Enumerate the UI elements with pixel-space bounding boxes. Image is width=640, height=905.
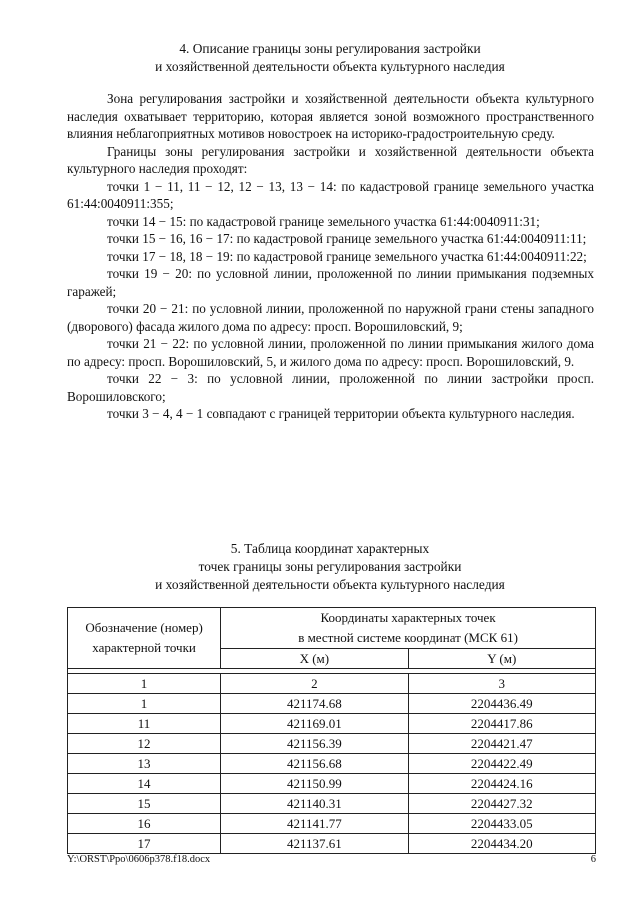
table-cell: 11: [68, 714, 221, 734]
table-cell: 421156.68: [221, 754, 408, 774]
paragraph: Зона регулирования застройки и хозяйственной деятельности объекта культурного наследия охватывает территорию, которая является зоной возможного пространственного влияния неблагоприятных мотивов новостроек на историко-градостроительную среду.: [67, 91, 594, 141]
table-row: [68, 714, 596, 734]
table-index-row: [68, 674, 596, 694]
table-cell: 421140.31: [221, 794, 408, 814]
table-row: [68, 694, 596, 714]
table-cell: 2204434.20: [408, 834, 595, 854]
paragraph: точки 19 − 20: по условной линии, проложенной по линии примыкания подземных гаражей;: [67, 266, 594, 299]
section4-heading: [60, 40, 600, 76]
table-cell: 1: [68, 694, 221, 714]
point-number-header-line1: Обозначение (номер): [85, 620, 203, 635]
paragraph: точки 14 − 15: по кадастровой границе земельного участка 61:44:0040911:31;: [107, 213, 540, 229]
section4-body: [67, 90, 594, 423]
coordinates-header-line1: Координаты характерных точек: [320, 610, 496, 625]
page-footer: [67, 854, 596, 865]
paragraph: точки 21 − 22: по условной линии, проложенной по линии примыкания жилого дома по адресу: просп. Ворошиловский, 5, и жилого дома по адресу: просп. Ворошиловский, 9.: [67, 336, 594, 369]
section4-title-line1: 4. Описание границы зоны регулирования застройки: [179, 41, 481, 56]
table-cell: 421174.68: [221, 694, 408, 714]
table-cell: 2204436.49: [408, 694, 595, 714]
section5-title-line3: и хозяйственной деятельности объекта культурного наследия: [155, 577, 505, 592]
table-row: [68, 754, 596, 774]
section5-title-line2: точек границы зоны регулирования застройки: [198, 559, 462, 574]
table-cell: 17: [68, 834, 221, 854]
table-cell: 421150.99: [221, 774, 408, 794]
page-number: 6: [590, 854, 596, 865]
table-row: [68, 794, 596, 814]
table-row: [68, 734, 596, 754]
table-cell: 2204421.47: [408, 734, 595, 754]
coordinates-header-line2: в местной системе координат (МСК 61): [298, 630, 518, 645]
section5-title-line1: 5. Таблица координат характерных: [230, 541, 430, 556]
x-header: X (м): [221, 649, 408, 669]
paragraph: точки 22 − 3: по условной линии, проложенной по линии застройки просп. Ворошиловского;: [67, 371, 594, 404]
table-row: [68, 774, 596, 794]
table-cell: 421156.39: [221, 734, 408, 754]
table-cell: 2204422.49: [408, 754, 595, 774]
table-cell: 2204417.86: [408, 714, 595, 734]
section5-heading: [60, 540, 600, 594]
table-cell: 2204424.16: [408, 774, 595, 794]
table-cell: 1: [68, 674, 221, 694]
coordinates-header: [221, 608, 596, 649]
point-number-header: [68, 608, 221, 669]
point-number-header-line2: характерной точки: [92, 640, 196, 655]
paragraph: точки 3 − 4, 4 − 1 совпадают с границей территории объекта культурного наследия.: [107, 406, 575, 421]
table-cell: 2204433.05: [408, 814, 595, 834]
table-cell: 14: [68, 774, 221, 794]
paragraph: точки 20 − 21: по условной линии, проложенной по наружной грани стены западного (дворового) фасада жилого дома по адресу: просп. Ворошиловский, 9;: [67, 301, 594, 334]
table-row: [68, 834, 596, 854]
table-cell: 3: [408, 674, 595, 694]
table-row: [68, 814, 596, 834]
table-cell: 15: [68, 794, 221, 814]
table-cell: 421169.01: [221, 714, 408, 734]
table-cell: 12: [68, 734, 221, 754]
table-cell: 2: [221, 674, 408, 694]
file-path: Y:\ORST\Ppo\0606p378.f18.docx: [67, 854, 211, 865]
coordinates-table: [67, 607, 596, 854]
table-cell: 2204427.32: [408, 794, 595, 814]
paragraph: точки 1 − 11, 11 − 12, 12 − 13, 13 − 14: по кадастровой границе земельного участка 61:44:0040911:355;: [67, 178, 594, 211]
paragraph: точки 15 − 16, 16 − 17: по кадастровой границе земельного участка 61:44:0040911:11;: [107, 231, 587, 246]
paragraph: Границы зоны регулирования застройки и хозяйственной деятельности объекта культурного наследия проходят:: [67, 143, 594, 176]
table-cell: 16: [68, 814, 221, 834]
table-cell: 13: [68, 754, 221, 774]
table-cell: 421141.77: [221, 814, 408, 834]
table-cell: 421137.61: [221, 834, 408, 854]
y-header: Y (м): [408, 649, 595, 669]
section4-title-line2: и хозяйственной деятельности объекта культурного наследия: [155, 59, 505, 74]
paragraph: точки 17 − 18, 18 − 19: по кадастровой границе земельного участка 61:44:0040911:22;: [107, 248, 587, 264]
